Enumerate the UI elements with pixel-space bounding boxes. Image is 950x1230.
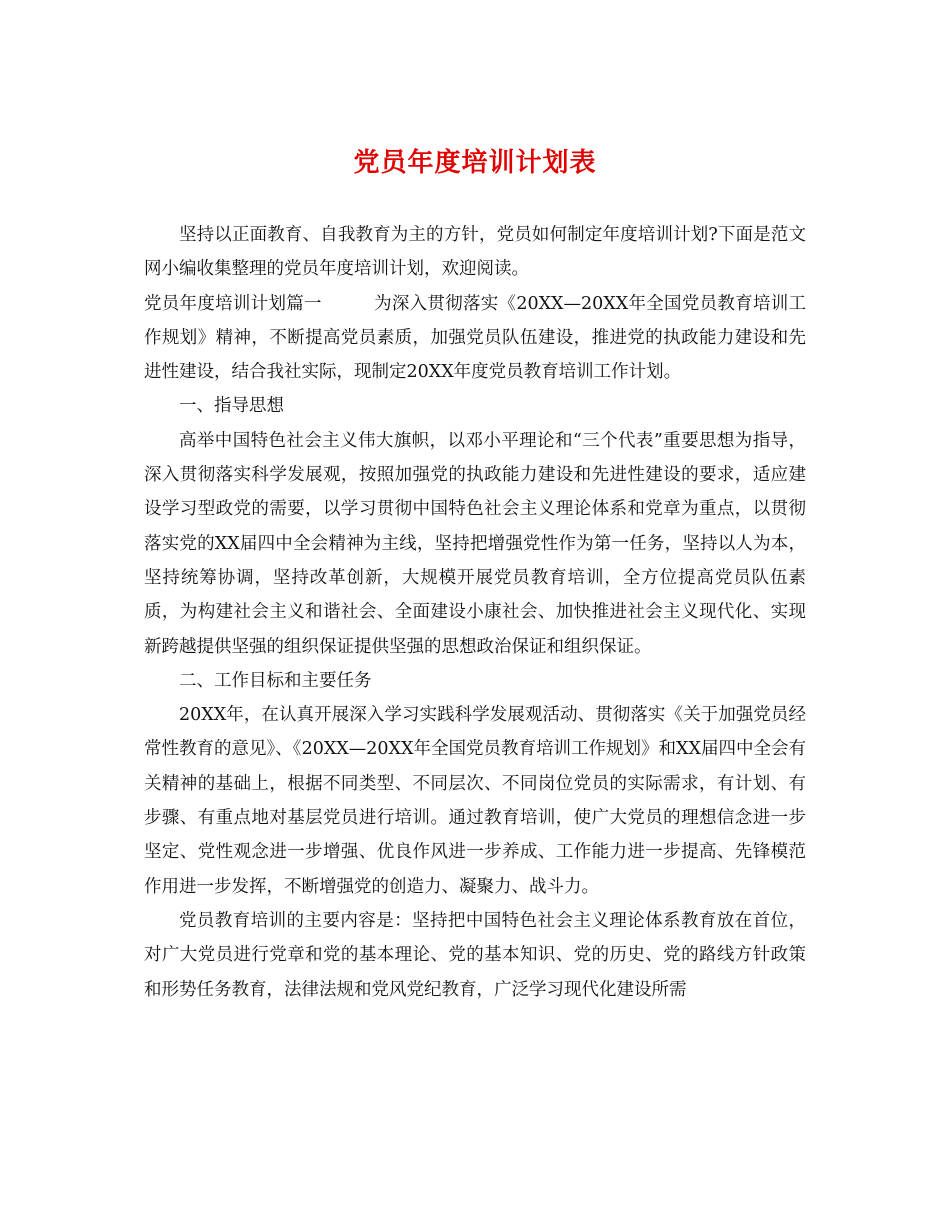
section-label: 党员年度培训计划篇一 — [144, 293, 322, 314]
section-paragraph — [144, 287, 806, 390]
section-intro: 为深入贯彻落实《20XX—20XX年全国党员教育培训工作规划》精神，不断提高党员素质，加强党员队伍建设，推进党的执政能力建设和先进性建设，结合我社实际，现制定20XX年度党员教育培训工作计划。 — [144, 293, 807, 383]
document-body — [144, 218, 806, 1007]
paragraph-guiding-thought: 高举中国特色社会主义伟大旗帜，以邓小平理论和“三个代表”重要思想为指导，深入贯彻落实科学发展观，按照加强党的执政能力建设和先进性建设的要求，适应建设学习型政党的需要，以学习贯彻中国特色社会主义理论体系和党章为重点，以贯彻落实党的XX届四中全会精神为主线，坚持把增强党性作为第一任务，坚持以人为本，坚持统筹协调，坚持改革创新，大规模开展党员教育培训，全方位提高党员队伍素质，为构建社会主义和谐社会、全面建设小康社会、加快推进社会主义现代化、实现新跨越提供坚强的组织保证提供坚强的思想政治保证和组织保证。 — [144, 430, 806, 657]
paragraph-training-content: 党员教育培训的主要内容是：坚持把中国特色社会主义理论体系教育放在首位，对广大党员进行党章和党的基本理论、党的基本知识、党的历史、党的路线方针政策和形势任务教育，法律法规和党风党纪教育，广泛学习现代化建设所需 — [144, 910, 806, 1000]
heading-goals-tasks: 二、工作目标和主要任务 — [179, 670, 372, 691]
paragraph-goals-tasks: 20XX年，在认真开展深入学习实践科学发展观活动、贯彻落实《关于加强党员经常性教育的意见》、《20XX—20XX年全国党员教育培训工作规划》和XX届四中全会有关精神的基础上，根据不同类型、不同层次、不同岗位党员的实际需求，有计划、有步骤、有重点地对基层党员进行培训。通过教育培训，使广大党员的理想信念进一步坚定、党性观念进一步增强、优良作风进一步养成、工作能力进一步提高、先锋模范作用进一步发挥，不断增强党的创造力、凝聚力、战斗力。 — [144, 705, 806, 897]
intro-paragraph: 坚持以正面教育、自我教育为主的方针，党员如何制定年度培训计划?下面是范文网小编收集整理的党员年度培训计划，欢迎阅读。 — [144, 225, 806, 280]
document-title: 党员年度培训计划表 — [353, 148, 597, 178]
heading-guiding-thought: 一、指导思想 — [179, 396, 284, 417]
